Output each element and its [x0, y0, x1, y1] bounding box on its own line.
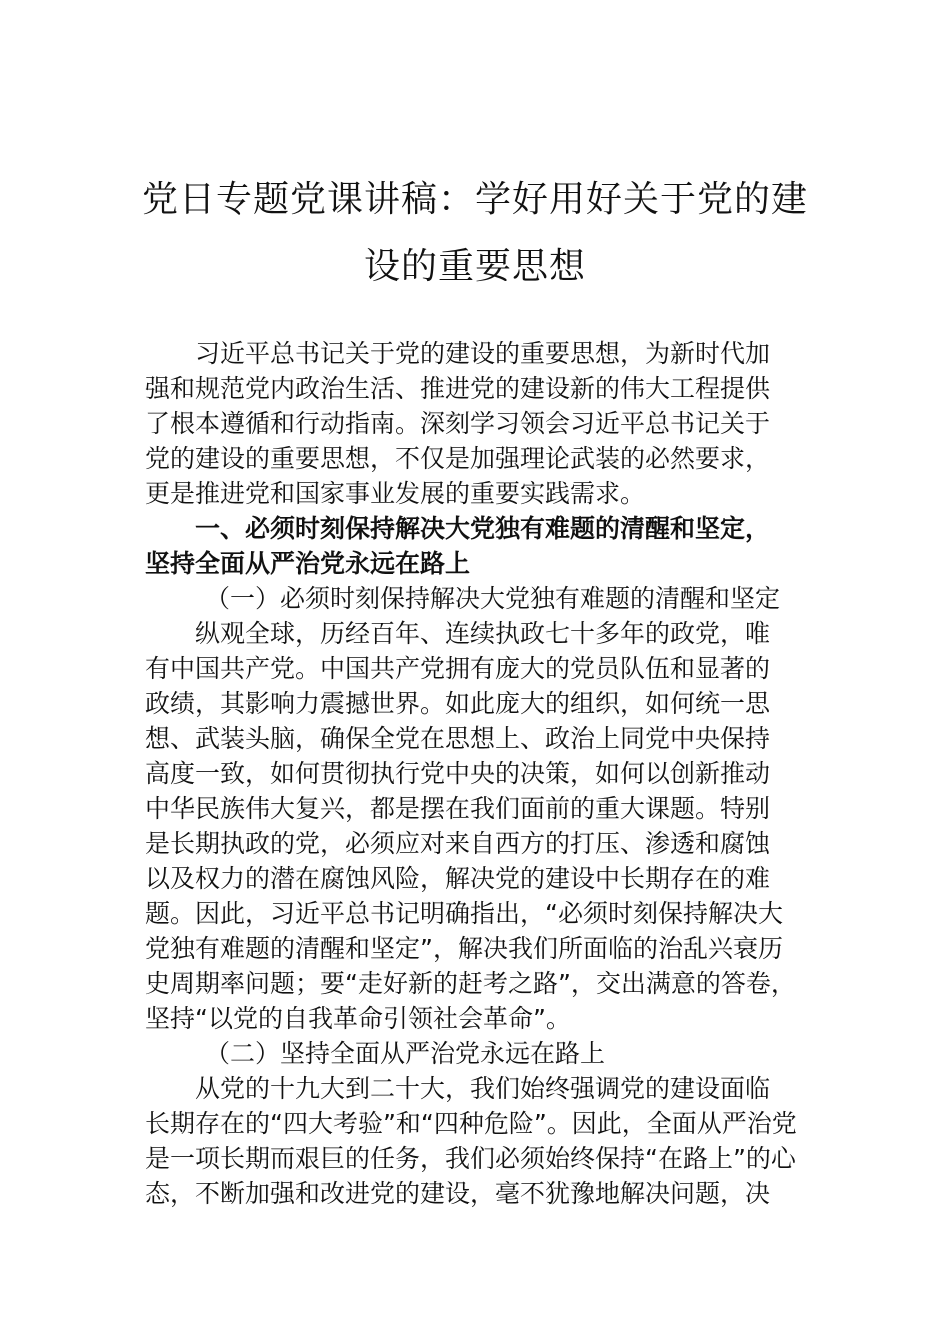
document-body [145, 336, 805, 1211]
body-paragraph-line: 题。因此，习近平总书记明确指出，“必须时刻保持解决大 [145, 899, 783, 928]
document-title-line-1: 党日专题党课讲稿：学好用好关于党的建 [141, 179, 808, 220]
body-paragraph-line: 坚持“以党的自我革命引领社会革命”。 [145, 1004, 571, 1033]
section-heading-line: 一、必须时刻保持解决大党独有难题的清醒和坚定， [195, 514, 771, 543]
intro-paragraph-line: 了根本遵循和行动指南。深刻学习领会习近平总书记关于 [145, 409, 771, 438]
intro-paragraph-line: 更是推进党和国家事业发展的重要实践需求。 [145, 479, 646, 508]
body-paragraph-line: 想、武装头脑，确保全党在思想上、政治上同党中央保持 [145, 724, 771, 753]
body-paragraph-line: 史周期率问题；要“走好新的赶考之路”，交出满意的答卷， [145, 969, 796, 998]
subsection-heading: （二）坚持全面从严治党永远在路上 [205, 1039, 606, 1068]
body-paragraph-line: 纵观全球，历经百年、连续执政七十多年的政党，唯 [195, 619, 771, 648]
body-paragraph-line: 有中国共产党。中国共产党拥有庞大的党员队伍和显著的 [145, 654, 771, 683]
subsection-heading: （一）必须时刻保持解决大党独有难题的清醒和坚定 [205, 584, 781, 613]
document-title-line-2: 设的重要思想 [363, 246, 586, 287]
body-paragraph-line: 是一项长期而艰巨的任务，我们必须始终保持“在路上”的心 [145, 1144, 796, 1173]
body-paragraph-line: 以及权力的潜在腐蚀风险，解决党的建设中长期存在的难 [145, 864, 771, 893]
body-paragraph-line: 中华民族伟大复兴，都是摆在我们面前的重大课题。特别 [145, 794, 771, 823]
body-paragraph-line: 从党的十九大到二十大，我们始终强调党的建设面临 [195, 1074, 771, 1103]
intro-paragraph-line: 党的建设的重要思想，不仅是加强理论武装的必然要求， [145, 444, 771, 473]
section-heading-line: 坚持全面从严治党永远在路上 [145, 549, 471, 578]
body-paragraph-line: 是长期执政的党，必须应对来自西方的打压、渗透和腐蚀 [145, 829, 771, 858]
intro-paragraph-line: 习近平总书记关于党的建设的重要思想，为新时代加 [195, 339, 771, 368]
intro-paragraph-line: 强和规范党内政治生活、推进党的建设新的伟大工程提供 [145, 374, 771, 403]
body-paragraph-line: 党独有难题的清醒和坚定”，解决我们所面临的治乱兴衰历 [145, 934, 783, 963]
body-paragraph-line: 态，不断加强和改进党的建设，毫不犹豫地解决问题，决 [145, 1179, 771, 1208]
body-paragraph-line: 高度一致，如何贯彻执行党中央的决策，如何以创新推动 [145, 759, 771, 788]
body-paragraph-line: 政绩，其影响力震撼世界。如此庞大的组织，如何统一思 [145, 689, 771, 718]
body-paragraph-line: 长期存在的“四大考验”和“四种危险”。因此，全面从严治党 [145, 1109, 797, 1138]
